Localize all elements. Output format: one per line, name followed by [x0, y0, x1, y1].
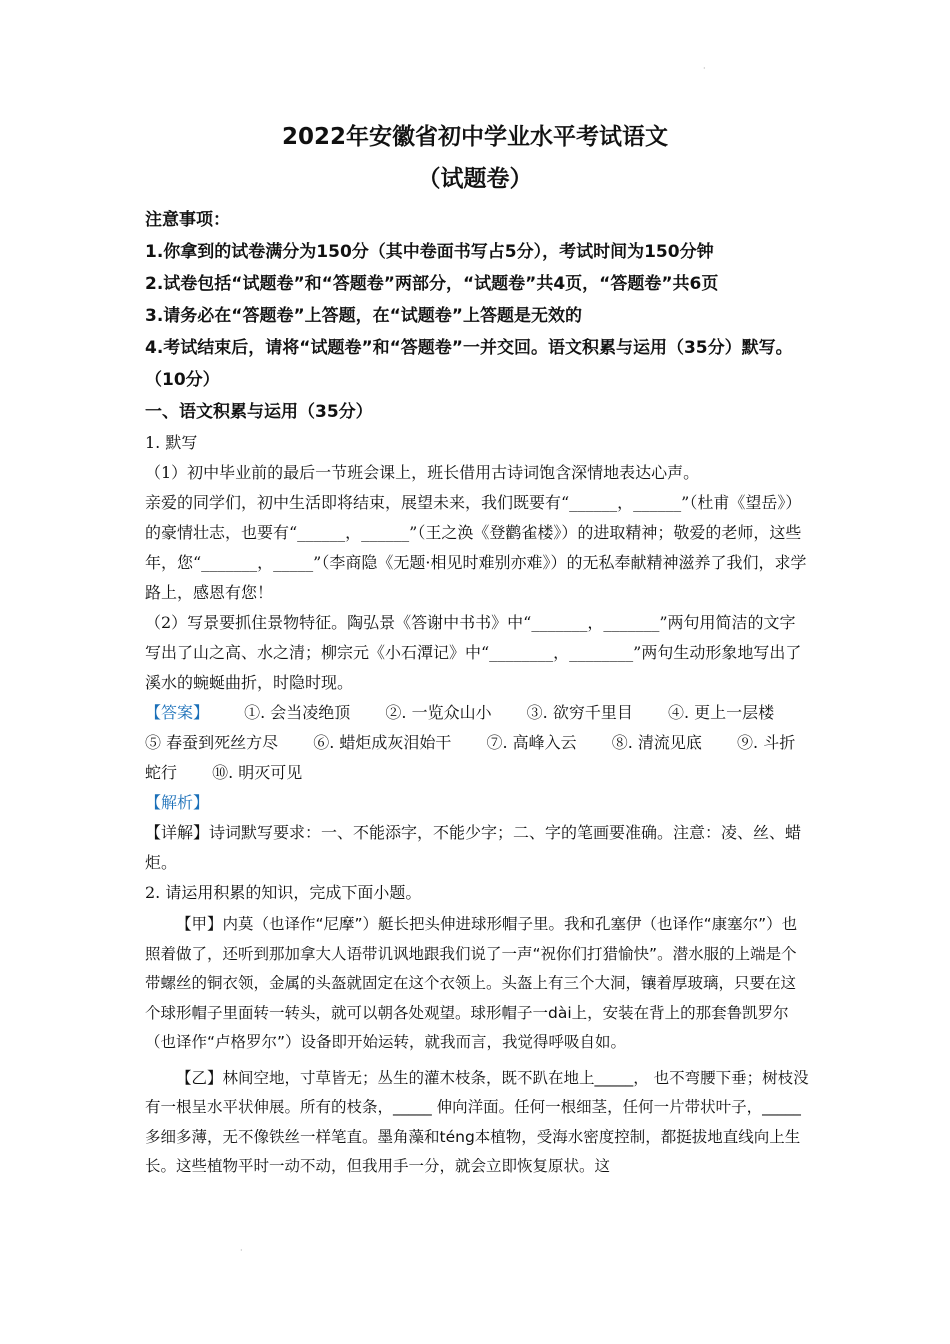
- detail-paragraph: [145, 818, 810, 878]
- reading-passage: [145, 910, 810, 1182]
- answer-tag: 【答案】: [145, 703, 210, 722]
- answer-item: ⑤ 春蚕到死丝方尽: [145, 733, 279, 752]
- detail-tag: 【详解】: [145, 823, 210, 842]
- answer-item: ①. 会当凌绝顶: [244, 703, 351, 722]
- section-heading: 一、语文积累与运用（35分）: [145, 402, 373, 422]
- page-title: 2022年安徽省初中学业水平考试语文: [281, 124, 668, 150]
- question-prompt: （1）初中毕业前的最后一节班会课上，班长借用古诗词饱含深情地表达心声。: [145, 463, 700, 482]
- question-text: （2）写景要抓住景物特征。陶弘景《答谢中书书》中“_______，_______”两句用简洁的文字写出了山之高、水之清；柳宗元《小石潭记》中“________，________”两句生动形象地写出了溪水的蜿蜒曲折，时隐时现。: [145, 613, 802, 692]
- notice-item: 4.考试结束后，请将“试题卷”和“答题卷”一并交回。语文积累与运用（35分）默写。（10分）: [145, 338, 793, 390]
- answer-item: ⑥. 蜡炬成灰泪始干: [313, 733, 452, 752]
- question-text: 亲爱的同学们，初中生活即将结束，展望未来，我们既要有“______，______”（杜甫《望岳》）的豪情壮志，也要有“______，______”（王之涣《登鹳雀楼》）的进取精神；敬爱的老师，这些年，您“_______，_____”（李商隐《无题·相见时难别亦难》）的无私奉献精神滋养了我们，求学路上，感恩有您！: [145, 493, 807, 602]
- scan-dot: ·: [240, 1246, 243, 1255]
- answer-item: ⑨. 斗折蛇行: [145, 733, 796, 782]
- answer-block: [145, 698, 810, 788]
- notice-item: 3.请务必在“答题卷”上答题，在“试题卷”上答题是无效的: [145, 306, 582, 326]
- answer-item: ⑩. 明灭可见: [212, 763, 303, 782]
- notice-item: 2.试卷包括“试题卷”和“答题卷”两部分，“试题卷”共4页，“答题卷”共6页: [145, 274, 719, 294]
- document-body: [145, 204, 810, 1182]
- notice-item: 1.你拿到的试卷满分为150分（其中卷面书写占5分），考试时间为150分钟: [145, 242, 714, 262]
- answer-item: ⑧. 清流见底: [611, 733, 702, 752]
- answer-item: ④. 更上一层楼: [667, 703, 775, 722]
- analysis-tag: 【解析】: [145, 793, 210, 812]
- scan-dot: ·: [703, 64, 706, 73]
- detail-text: 诗词默写要求：一、不能添字，不能少字；二、字的笔画要准确。注意：凌、丝、蜡炬。: [145, 823, 802, 872]
- passage-jia: 【甲】内莫（也译作“尼摩”）艇长把头伸进球形帽子里。我和孔塞伊（也译作“康塞尔”）也照着做了，还听到那加拿大人语带讥讽地跟我们说了一声“祝你们打猎愉快”。潜水服的上端是个带螺丝的铜衣领，金属的头盔就固定在这个衣领上。头盔上有三个大洞，镶着厚玻璃，只要在这个球形帽子里面转一转头，就可以朝各处观望。球形帽子一dài上，安装在背上的那套鲁凯罗尔（也译作“卢格罗尔”）设备即开始运转，就我而言，我觉得呼吸自如。: [145, 915, 798, 1051]
- notice-heading: 注意事项：: [145, 210, 230, 230]
- notice-block: [145, 204, 810, 396]
- answer-item: ⑦. 高峰入云: [486, 733, 577, 752]
- answer-item: ③. 欲穷千里目: [526, 703, 633, 722]
- question-label: 2. 请运用积累的知识，完成下面小题。: [145, 883, 422, 902]
- answer-item: ②. 一览众山小: [385, 703, 492, 722]
- question-label: 1. 默写: [145, 433, 198, 452]
- passage-yi: 【乙】林间空地，寸草皆无；丛生的灌木枝条，既不趴在地上_____， 也不弯腰下垂；树枝没有一根呈水平状伸展。所有的枝条，_____ 伸向洋面。任何一根细茎，任何一片带状叶子，_____多细多薄，无不像铁丝一样笔直。墨角藻和téng本植物，受海水密度控制，都挺拔地直线向上生长。这些植物平时一动不动，但我用手一分，就会立即恢复原状。这: [145, 1068, 809, 1175]
- page-subtitle: （试题卷）: [417, 166, 533, 192]
